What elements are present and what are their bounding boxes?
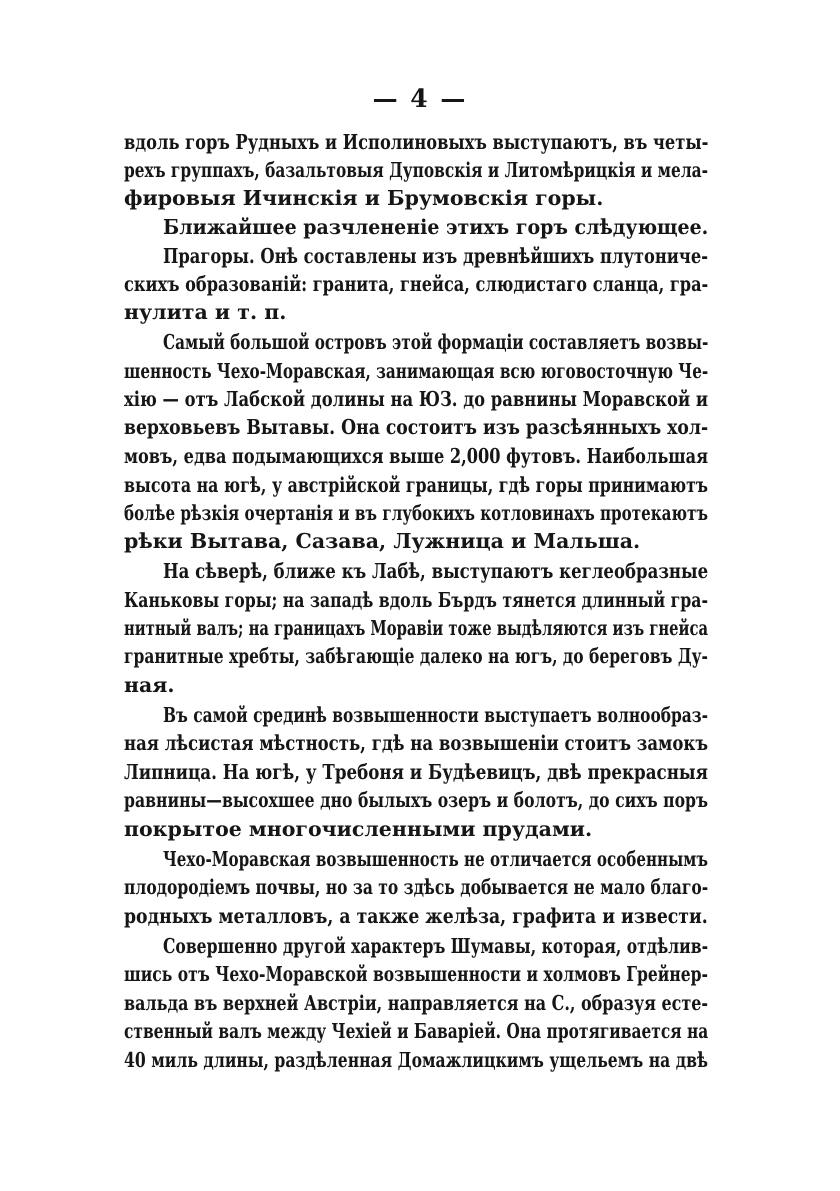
text-line: родныхъ металловъ, а также желѣза, графита и извести. [124, 904, 708, 928]
text-line: рѣки Вытава, Сазава, Лужница и Мальша. [124, 529, 641, 553]
text-line: нулита и т. п. [124, 300, 287, 324]
text-line: Чехо-Моравская возвышенность не отличается особеннымъ [163, 847, 708, 871]
text-line: вальда въ верхней Австріи, направляется на С., образуя есте- [124, 991, 708, 1015]
text-line: 40 миль длины, раздѣленная Домажлицкимъ ущельемъ на двѣ [124, 1048, 708, 1072]
text-line: шись отъ Чехо-Моравской возвышенности и холмовъ Грейнер- [124, 962, 708, 986]
text-line: покрытое многочисленными прудами. [124, 817, 593, 841]
text-line: Прагоры. Онѣ составлены изъ древнѣйшихъ плутониче- [163, 244, 708, 268]
page-number: — 4 — [372, 84, 468, 113]
text-line: хію — отъ Лабской долины на ЮЗ. до равнины Моравской и [124, 387, 708, 411]
text-line: Липница. На югѣ, у Требоня и Будѣевицъ, двѣ прекрасныя [124, 760, 708, 784]
text-line: высота на югѣ, у австрійской границы, гдѣ горы принимаютъ [124, 473, 709, 497]
text-line: фировыя Ичинскія и Брумовскія горы. [124, 186, 604, 210]
text-line: Самый большой островъ этой формаціи составляетъ возвы- [163, 330, 709, 354]
text-line: Каньковы горы; на западѣ вдоль Бърдъ тянется длинный гра- [124, 588, 708, 612]
text-line: скихъ образованій: гранита, гнейса, слюдистаго сланца, гра- [124, 272, 709, 296]
text-line: шенность Чехо-Моравская, занимающая всю юговосточную Че- [124, 359, 709, 383]
text-line: плодородіемъ почвы, но за то здѣсь добывается не мало благо- [124, 875, 709, 899]
text-line: равнины—высохшее дно былыхъ озеръ и болотъ, до сихъ поръ [124, 788, 708, 812]
text-line: рехъ группахъ, базальтовыя Дуповскія и Литомѣрицкія и мела- [124, 158, 709, 182]
text-line: На сѣверѣ, ближе къ Лабѣ, выступаютъ кеглеобразные [163, 559, 709, 583]
text-line: Въ самой срединѣ возвышенности выступаетъ волнообраз- [163, 703, 708, 727]
text-line: гранитные хребты, забѣгающіе далеко на югъ, до береговъ Ду- [124, 644, 708, 668]
text-line: мовъ, едва подымающихся выше 2,000 футовъ. Наибольшая [124, 444, 709, 468]
text-line: ственный валъ между Чехіей и Баваріей. Она протягивается на [124, 1019, 709, 1043]
text-line: ная. [124, 673, 175, 697]
text-line: верховьевъ Вытавы. Она состоитъ изъ разсѣянныхъ хол- [124, 415, 709, 439]
text-line: Ближайшее разчлененіе этихъ горъ слѣдующее. [163, 215, 709, 239]
text-line: вдоль горъ Рудныхъ и Исполиновыхъ выступаютъ, въ четы- [124, 130, 709, 154]
text-line: Совершенно другой характеръ Шумавы, которая, отдѣлив- [163, 934, 709, 958]
text-line: болѣе рѣзкія очертанія и въ глубокихъ котловинахъ протекаютъ [124, 501, 708, 525]
text-line: нитный валъ; на границахъ Моравіи тоже выдѣляются изъ гнейса [124, 616, 708, 640]
text-line: ная лѣсистая мѣстность, гдѣ на возвышеніи стоитъ замокъ [124, 731, 708, 755]
